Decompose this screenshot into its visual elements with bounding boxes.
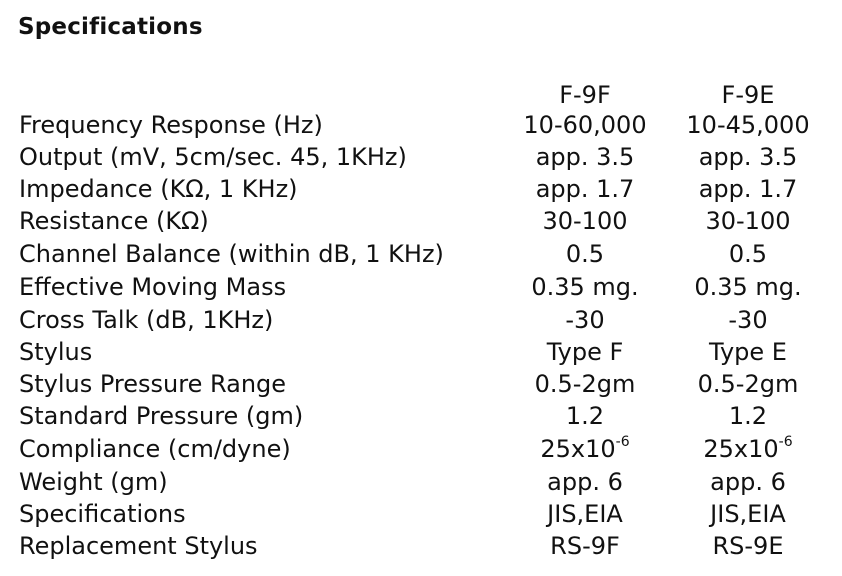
value-f9f: app. 3.5 xyxy=(535,143,635,171)
row-label: Stylus xyxy=(19,338,93,366)
row-label: Cross Talk (dB, 1KHz) xyxy=(19,306,274,334)
table-row xyxy=(0,433,842,465)
value-f9e: Type E xyxy=(709,338,787,366)
column-header-f9f: F-9F xyxy=(559,81,611,109)
table-row xyxy=(0,205,842,237)
value-f9e: RS-9E xyxy=(712,532,784,560)
row-label: Stylus Pressure Range xyxy=(19,370,287,398)
column-header-f9e: F-9E xyxy=(721,81,775,109)
value-f9f: 0.5 xyxy=(565,240,605,268)
table-row xyxy=(0,466,842,498)
value-f9f xyxy=(500,433,670,465)
value-f9e: JIS,EIA xyxy=(710,500,786,528)
value-f9f-base: 25x10 xyxy=(540,435,616,463)
value-f9e: 0.5 xyxy=(728,240,768,268)
value-f9e: app. 3.5 xyxy=(698,143,798,171)
value-f9e: 0.5-2gm xyxy=(697,370,799,398)
value-f9e: app. 6 xyxy=(710,468,786,496)
table-row xyxy=(0,336,842,368)
table-row xyxy=(0,530,842,562)
page-title: Specifications xyxy=(18,14,203,40)
table-row xyxy=(0,271,842,303)
value-f9f: 1.2 xyxy=(565,402,605,430)
value-f9f: -30 xyxy=(565,306,605,334)
value-f9f: 10-60,000 xyxy=(523,111,647,139)
table-row xyxy=(0,141,842,173)
row-label: Impedance (KΩ, 1 KHz) xyxy=(19,175,298,203)
value-f9f: 30-100 xyxy=(542,207,628,235)
row-label: Standard Pressure (gm) xyxy=(19,402,304,430)
value-f9e-base: 25x10 xyxy=(703,435,779,463)
value-f9e: 30-100 xyxy=(705,207,791,235)
row-label: Output (mV, 5cm/sec. 45, 1KHz) xyxy=(19,143,407,171)
value-f9e: 1.2 xyxy=(728,402,768,430)
table-row xyxy=(0,109,842,141)
row-label: Frequency Response (Hz) xyxy=(19,111,323,139)
row-label: Channel Balance (within dB, 1 KHz) xyxy=(19,240,444,268)
table-row xyxy=(0,400,842,432)
row-label: Specifications xyxy=(19,500,186,528)
value-f9f: 0.35 mg. xyxy=(531,273,639,301)
table-row xyxy=(0,304,842,336)
value-f9f: Type F xyxy=(546,338,624,366)
value-f9f: JIS,EIA xyxy=(547,500,623,528)
value-f9e: app. 1.7 xyxy=(698,175,798,203)
table-row xyxy=(0,498,842,530)
table-row xyxy=(0,238,842,270)
value-f9f: RS-9F xyxy=(550,532,620,560)
row-label: Weight (gm) xyxy=(19,468,168,496)
table-row xyxy=(0,173,842,205)
value-f9e: 10-45,000 xyxy=(686,111,810,139)
value-f9f: 0.5-2gm xyxy=(534,370,636,398)
value-f9e xyxy=(663,433,833,465)
table-row xyxy=(0,368,842,400)
value-f9f: app. 6 xyxy=(547,468,623,496)
value-f9e: -30 xyxy=(728,306,768,334)
value-f9e-exponent: -6 xyxy=(778,434,793,450)
row-label: Compliance (cm/dyne) xyxy=(19,435,291,463)
value-f9f-exponent: -6 xyxy=(615,434,630,450)
row-label: Effective Moving Mass xyxy=(19,273,287,301)
value-f9e: 0.35 mg. xyxy=(694,273,802,301)
value-f9f: app. 1.7 xyxy=(535,175,635,203)
row-label: Resistance (KΩ) xyxy=(19,207,209,235)
row-label: Replacement Stylus xyxy=(19,532,258,560)
